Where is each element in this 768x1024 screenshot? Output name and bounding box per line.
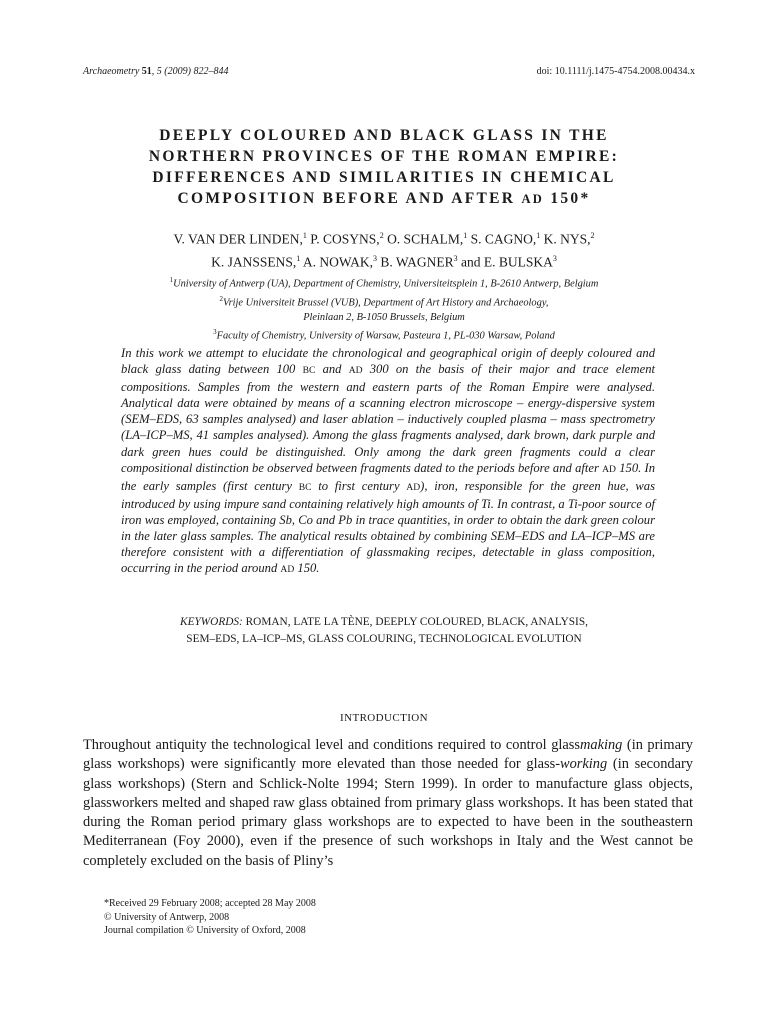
author: V. VAN DER LINDEN, (173, 231, 303, 247)
abstract: In this work we attempt to elucidate the chronological and geographical origin of deeply coloured and black glass dating between 100 BC and AD 300 on the basis of their major and trace element compositions. Samples from the western and eastern parts of the Roman Empire were analysed. Analytical data were obtained by means of a scanning electron microscope – energy-dispersive system (SEM–EDS, 63 samples analysed) and laser ablation – inductively coupled plasma – mass spectrometry (LA–ICP–MS, 41 samples analysed). Among the glass fragments analysed, dark brown, dark purple and dark green hues could be distinguished. Only among the dark green fragments could a clear compositional distinction be observed between fragments dated to the periods before and after AD 150. In the early samples (first century BC to first century AD), iron, responsible for the green hue, was introduced by using impure sand containing relatively high amounts of Ti. In contrast, a Ti-poor source of iron was employed, containing Sb, Co and Pb in trace quantities, in order to obtain the dark green colour in the later glass samples. The analytical results obtained by combining SEM–EDS and LA–ICP–MS are therefore consistent with a differentiation of glassmaking recipes, detectable in glass composition, occurring in the period around AD 150. (121, 346, 656, 576)
copyright-line: © University of Antwerp, 2008 (104, 911, 230, 923)
affiliation: $^3$Faculty of Chemistry, University of Warsaw, Pasteura 1, PL-030 Warsaw, Poland (213, 328, 555, 342)
journal-citation: Archaeometry 51, 5 (2009) 822–844 (83, 66, 229, 77)
author-list: V. VAN DER LINDEN,$^1$ P. COSYNS,$^2$ O. SCHALM,$^1$ S. CAGNO,$^1$ K. NYS,$^2$ K. JANSSENS,$^1$ A. NOWAK,$^3$ B. WAGNER$^3$ and E. BULSKA$^3$ (173, 231, 595, 269)
affiliation-continued: Pleinlaan 2, B-1050 Brussels, Belgium (303, 311, 465, 323)
doi: doi: 10.1111/j.1475-4754.2008.00434.x (536, 66, 695, 77)
affiliation: $^2$Vrije Universiteit Brussel (VUB), Department of Art History and Archaeology, (219, 294, 549, 309)
author: K. NYS, (540, 231, 591, 247)
author: P. COSYNS, (306, 231, 380, 247)
section-heading-introduction: INTRODUCTION (340, 712, 428, 724)
author: S. CAGNO, (467, 231, 537, 247)
journal-volume: 51 (141, 66, 152, 77)
affiliations (80, 273, 688, 344)
introduction-paragraph: Throughout antiquity the technological level and conditions required to control glassmaking (in primary glass workshops) were significantly more elevated than those needed for glass-working (in secondary glass workshops) (Stern and Schlick-Nolte 1994; Stern 1999). In order to manufacture glass objects, glassworkers melted and shaped raw glass obtained from primary glass workshops. It has been stated that during the Roman period primary glass workshops are to expected to have been in the southeastern Mediterranean (Foy 2000), even if the presence of such workshops in Italy and the West cannot be completely excluded on the basis of Pliny’s (83, 737, 693, 869)
running-header (83, 66, 695, 77)
keywords: KEYWORDS: ROMAN, LATE LA TÈNE, DEEPLY COLOURED, BLACK, ANALYSIS, SEM–EDS, LA–ICP–MS, GLASS COLOURING, TECHNOLOGICAL EVOLUTION (180, 616, 588, 645)
author: and E. BULSKA (457, 254, 553, 269)
received-date: *Received 29 February 2008; accepted 28 May 2008 (104, 898, 316, 909)
journal-issue-pages: , 5 (2009) 822–844 (151, 66, 229, 77)
article-title: DEEPLY COLOURED AND BLACK GLASS IN THE NORTHERN PROVINCES OF THE ROMAN EMPIRE: DIFFERENCES AND SIMILARITIES IN CHEMICAL COMPOSITION BEFORE AND AFTER AD 150* (148, 127, 620, 207)
footnote (104, 897, 316, 938)
keywords-label: KEYWORDS: (180, 616, 243, 628)
copyright-line: Journal compilation © University of Oxford, 2008 (104, 925, 306, 936)
author: A. NOWAK, (300, 254, 373, 269)
author: B. WAGNER (377, 254, 454, 269)
author: O. SCHALM, (383, 231, 464, 247)
affiliation: $^1$University of Antwerp (UA), Department of Chemistry, Universiteitsplein 1, B-2610 Antwerp, Belgium (169, 276, 599, 290)
author: K. JANSSENS, (211, 254, 297, 269)
